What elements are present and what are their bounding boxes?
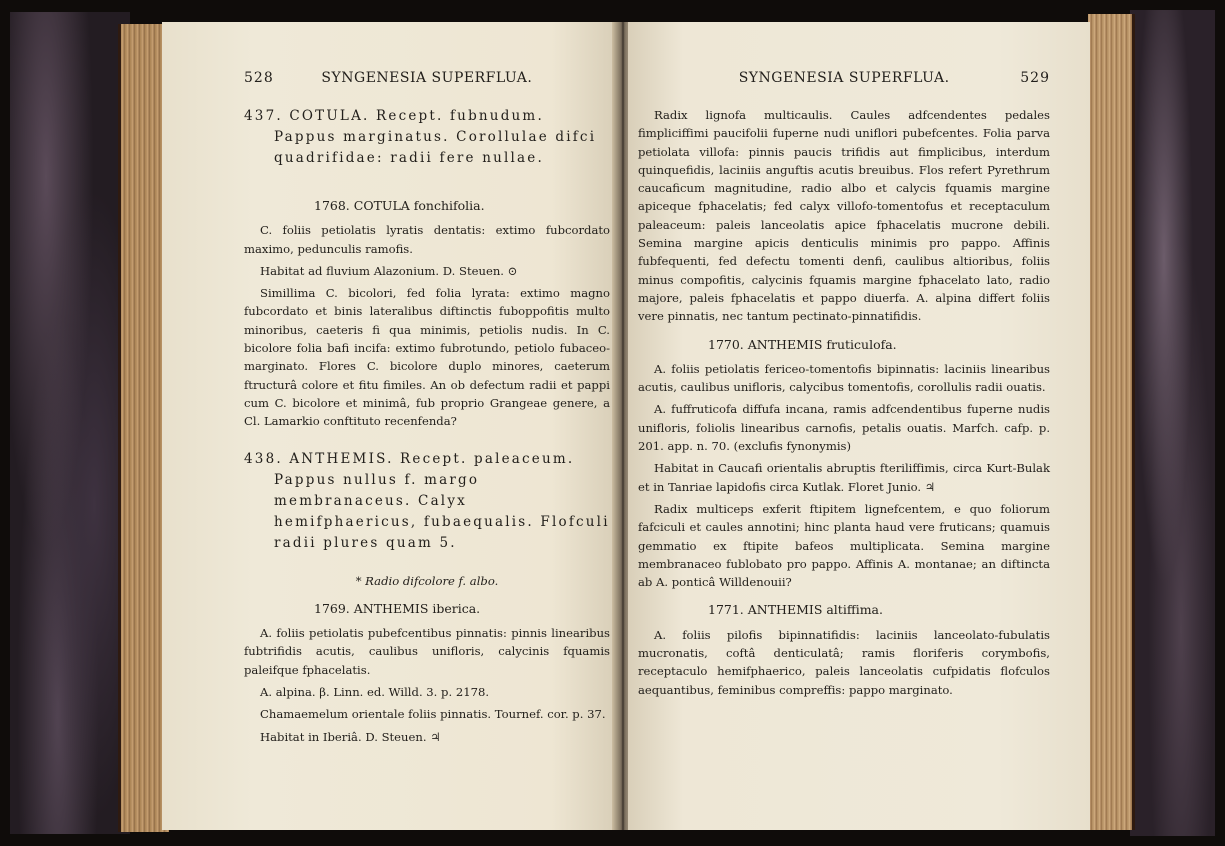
species-1768-habitat: Habitat ad fluvium Alazonium. D. Steuen. ⊙: [260, 263, 518, 278]
species-1770-diagnosis: A. foliis petiolatis fericeo-tomentofis bipinnatis: laciniis linearibus acutis, caulibus unifloris, calycibus tomentofis, corollulis radii ouatis.: [638, 361, 1050, 395]
left-page: [162, 22, 620, 830]
species-1770-habitat: Habitat in Caucafi orientalis abruptis fteriliffimis, circa Kurt-Bulak et in Tanriae lapidofis circa Kutlak. Floret Junio. ♃: [638, 461, 1050, 494]
species-1771-diagnosis: A. foliis pilofis bipinnatifidis: laciniis lanceolato-fubulatis mucronatis, coftâ denticulatâ; ramis floriferis corymbofis, receptaculo hemifphaerico, paleis lanceolatis cufpidatis flofculos aequantibus, feminibus compreffis: pappo marginato.: [638, 627, 1050, 697]
left-running-title: SYNGENESIA SUPERFLUA.: [321, 70, 533, 86]
right-marbled-cover: [1130, 10, 1215, 836]
species-1771-heading: 1771. ANTHEMIS altiffima.: [708, 602, 883, 618]
species-1769-heading: 1769. ANTHEMIS iberica.: [314, 600, 481, 616]
species-1768-heading: 1768. COTULA fonchifolia.: [314, 198, 485, 213]
left-page-number: 528: [244, 70, 274, 86]
genus-437: 437. COTULA. Recept. fubnudum. Pappus marginatus. Corollulae difci quadrifidae: radii fere nullae.: [244, 108, 597, 166]
species-1769-description: Radix lignofa multicaulis. Caules adfcendentes pedales fimpliciffimi paucifolii fuperne nudi uniflori pubefcentes. Folia parva petiolata villofa: pinnis paucis trifidis aut fimplicibus, interdum quinquefidis, laciniis anguftis acutis breuibus. Flos refert Pyrethrum caucaficum magnitudine, radio albo et calycis fquamis margine apiceque fphacelatis; fed calyx villofo-tomentofus et receptaculum paleaceum: paleis lanceolatis apice fphacelatis mucrone debili. Semina margine apicis denticulis minimis pro pappo. Affinis fubfequenti, fed defectu tomenti denfi, caulibus altioribus, foliis minus compofitis, calycinis fquamis margine fphacelato lato, radio majore, paleis fphacelatis et pappo diuerfa. A. alpina differt foliis vere pinnatis, nec tantum pectinato-pinnatifidis.: [638, 108, 1050, 324]
species-1770-heading: 1770. ANTHEMIS fruticulofa.: [708, 336, 897, 352]
right-running-title: SYNGENESIA SUPERFLUA.: [738, 70, 950, 86]
species-1770-synonym: A. fuffruticofa diffufa incana, ramis adfcendentibus fuperne nudis unifloris, foliolis linearibus carnofis, petalis ouatis. Marfch. cafp. p. 201. app. n. 70. (exclufis fynonymis): [638, 402, 1050, 454]
species-1769-reference: Chamaemelum orientale foliis pinnatis. Tournef. cor. p. 37.: [260, 707, 606, 722]
species-1768-diagnosis: C. foliis petiolatis lyratis dentatis: extimo fubcordato maximo, pedunculis ramofis.: [244, 223, 610, 256]
species-1769-habitat: Habitat in Iberiâ. D. Steuen. ♃: [260, 729, 441, 744]
left-marbled-cover: [10, 12, 130, 834]
species-1770-notes: Radix multiceps exferit ftipitem lignefcentem, e quo foliorum fafciculi et caules annotini; hinc planta haud vere fruticans; quamuis gemmatio ex ftipite bafeos multiplicata. Semina margine membranaceo fublobato pro pappo. Affinis A. montanae; an diftincta ab A. ponticâ Willdenouii?: [638, 501, 1050, 590]
section-heading: * Radio difcolore f. albo.: [355, 573, 499, 588]
species-1769-diagnosis: A. foliis petiolatis pubefcentibus pinnatis: pinnis linearibus fubtrifidis acutis, caulibus unifloris, calycinis fquamis paleifque fphacelatis.: [244, 626, 610, 677]
genus-438: 438. ANTHEMIS. Recept. paleaceum. Pappus nullus f. margo membranaceus. Calyx hemifphaericus, fubaequalis. Flofculi radii plures quam 5.: [244, 450, 610, 551]
left-running-head: [244, 70, 610, 86]
species-1769-synonym: A. alpina. β. Linn. ed. Willd. 3. p. 2178.: [260, 685, 490, 700]
right-page: [628, 22, 1090, 830]
right-page-number: 529: [1020, 70, 1050, 86]
species-1768-notes: Simillima C. bicolori, fed folia lyrata: extimo magno fubcordato et binis lateralibus diftinctis fuboppofitis multo minoribus, caeteris fi qua minimis, petiolis nudis. In C. bicolore folia bafi incifa: extimo fubrotundo, petiolo fubaceo-marginato. Flores C. bicolore duplo minores, caeterum ftructurâ colore et fitu fimiles. An ob defectum radii et pappi cum C. bicolore et minimâ, fub proprio Grangeae genere, a Cl. Lamarkio conftituto recenfenda?: [244, 286, 610, 429]
right-page-edges: [1088, 14, 1135, 830]
right-running-head: [638, 70, 1050, 86]
